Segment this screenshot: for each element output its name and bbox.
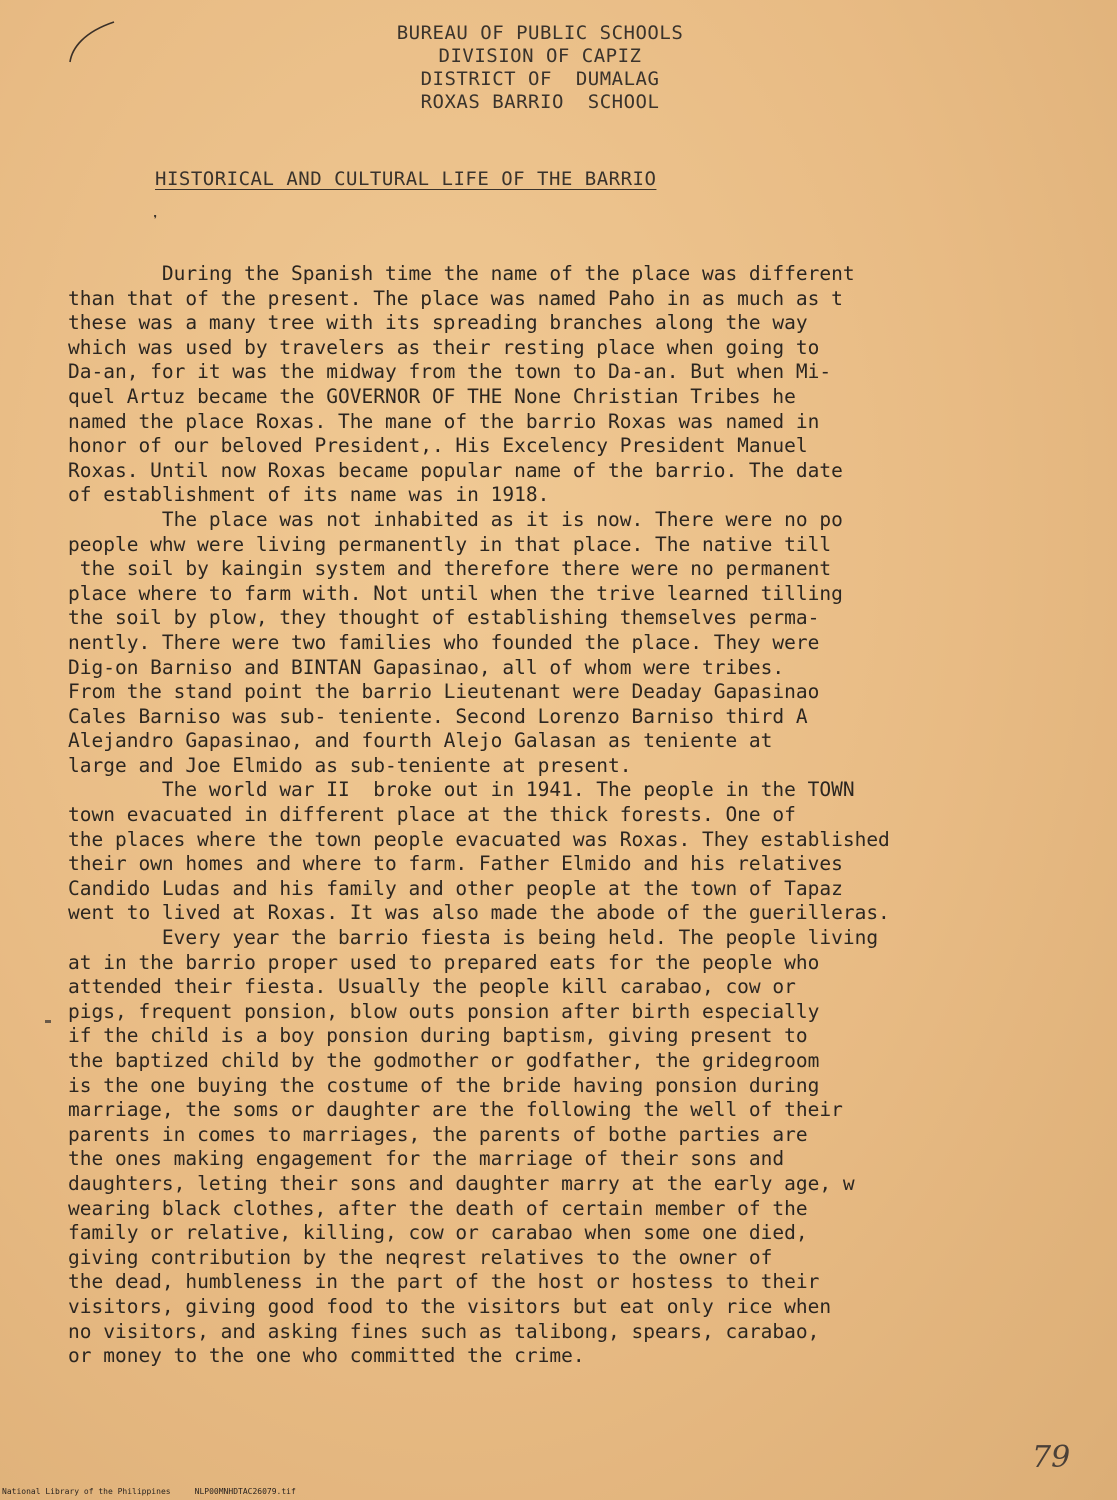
document-body bbox=[68, 262, 1108, 1369]
body-line: wearing black clothes, after the death of certain member of the bbox=[68, 1196, 808, 1220]
header-bureau: BUREAU OF PUBLIC SCHOOLS bbox=[396, 22, 684, 44]
body-line: Cales Barniso was sub- teniente. Second Lorenzo Barniso third A bbox=[68, 704, 808, 728]
document-header bbox=[300, 22, 780, 114]
body-line: if the child is a boy ponsion during baptism, giving present to bbox=[68, 1024, 808, 1048]
archive-footer: National Library of the Philippines NLP00MNHDTAC26079.tif bbox=[2, 1487, 296, 1496]
body-line: parents in comes to marriages, the parents of bothe parties are bbox=[68, 1122, 808, 1146]
body-line: place where to farm with. Not until when the trive learned tilling bbox=[68, 581, 843, 605]
body-line: daughters, leting their sons and daughter marry at the early age, w bbox=[68, 1171, 855, 1195]
body-line: large and Joe Elmido as sub-teniente at present. bbox=[68, 753, 632, 777]
body-line: named the place Roxas. The mane of the barrio Roxas was named in bbox=[68, 409, 820, 433]
body-line: Alejandro Gapasinao, and fourth Alejo Galasan as teniente at bbox=[68, 729, 773, 753]
body-line: is the one buying the costume of the bride having ponsion during bbox=[68, 1073, 820, 1097]
body-line: people whw were living permanently in that place. The native till bbox=[68, 532, 832, 556]
pen-stroke-mark bbox=[62, 18, 122, 68]
body-line: attended their fiesta. Usually the people kill carabao, cow or bbox=[68, 975, 796, 999]
body-line: of establishment of its name was in 1918. bbox=[68, 483, 550, 507]
body-line: The world war II broke out in 1941. The people in the TOWN bbox=[68, 778, 855, 802]
body-line: these was a many tree with its spreading branches along the way bbox=[68, 311, 808, 335]
body-line: at in the barrio proper used to prepared eats for the people who bbox=[68, 950, 820, 974]
body-line: marriage, the soms or daughter are the following the well of their bbox=[68, 1098, 843, 1122]
body-line: Da-an, for it was the midway from the town to Da-an. But when Mi- bbox=[68, 360, 832, 384]
stray-ink-mark: ❜ bbox=[151, 213, 160, 229]
header-school: ROXAS BARRIO SCHOOL bbox=[420, 91, 660, 113]
page-number: 79 bbox=[1032, 1440, 1071, 1475]
body-line: During the Spanish time the name of the place was different bbox=[68, 262, 855, 285]
margin-tick bbox=[45, 1020, 51, 1023]
document-title: HISTORICAL AND CULTURAL LIFE OF THE BARRIO bbox=[155, 168, 657, 190]
body-line: From the stand point the barrio Lieutenant were Deaday Gapasinao bbox=[68, 680, 820, 704]
body-line: giving contribution by the neqrest relatives to the owner of bbox=[68, 1245, 773, 1269]
body-line: The place was not inhabited as it is now. There were no po bbox=[68, 507, 843, 531]
body-line: quel Artuz became the GOVERNOR OF THE None Christian Tribes he bbox=[68, 384, 796, 408]
body-line: than that of the present. The place was named Paho in as much as t bbox=[68, 286, 843, 310]
body-line: the baptized child by the godmother or godfather, the gridegroom bbox=[68, 1049, 820, 1072]
body-line: went to lived at Roxas. It was also made the abode of the guerilleras. bbox=[68, 901, 890, 925]
body-line: the places where the town people evacuated was Roxas. They established bbox=[68, 827, 890, 851]
body-line: pigs, frequent ponsion, blow outs ponsion after birth especially bbox=[68, 999, 820, 1023]
body-line: Dig-on Barniso and BINTAN Gapasinao, all of whom were tribes. bbox=[68, 655, 785, 679]
body-line: Roxas. Until now Roxas became popular name of the barrio. The date bbox=[68, 458, 843, 482]
body-line: family or relative, killing, cow or carabao when some one died, bbox=[68, 1221, 808, 1245]
body-line: or money to the one who committed the crime. bbox=[68, 1344, 585, 1368]
body-line: the soil by plow, they thought of establishing themselves perma- bbox=[68, 606, 820, 630]
header-division: DIVISION OF CAPIZ bbox=[438, 45, 642, 67]
body-line: town evacuated in different place at the thick forests. One of bbox=[68, 803, 796, 827]
body-line: which was used by travelers as their resting place when going to bbox=[68, 335, 820, 359]
body-line: visitors, giving good food to the visitors but eat only rice when bbox=[68, 1294, 832, 1318]
body-line: Candido Ludas and his family and other people at the town of Tapaz bbox=[68, 876, 843, 900]
body-line: honor of our beloved President,. His Excelency President Manuel bbox=[68, 434, 808, 458]
body-line: the ones making engagement for the marriage of their sons and bbox=[68, 1147, 785, 1171]
body-line: the dead, humbleness in the part of the host or hostess to their bbox=[68, 1270, 820, 1294]
body-line: their own homes and where to farm. Father Elmido and his relatives bbox=[68, 852, 843, 876]
body-line: no visitors, and asking fines such as talibong, spears, carabao, bbox=[68, 1319, 820, 1343]
header-district: DISTRICT OF DUMALAG bbox=[420, 68, 660, 90]
body-line: nently. There were two families who founded the place. They were bbox=[68, 630, 820, 654]
body-line: the soil by kaingin system and therefore there were no permanent bbox=[68, 557, 832, 581]
body-line: Every year the barrio fiesta is being held. The people living bbox=[68, 926, 879, 950]
